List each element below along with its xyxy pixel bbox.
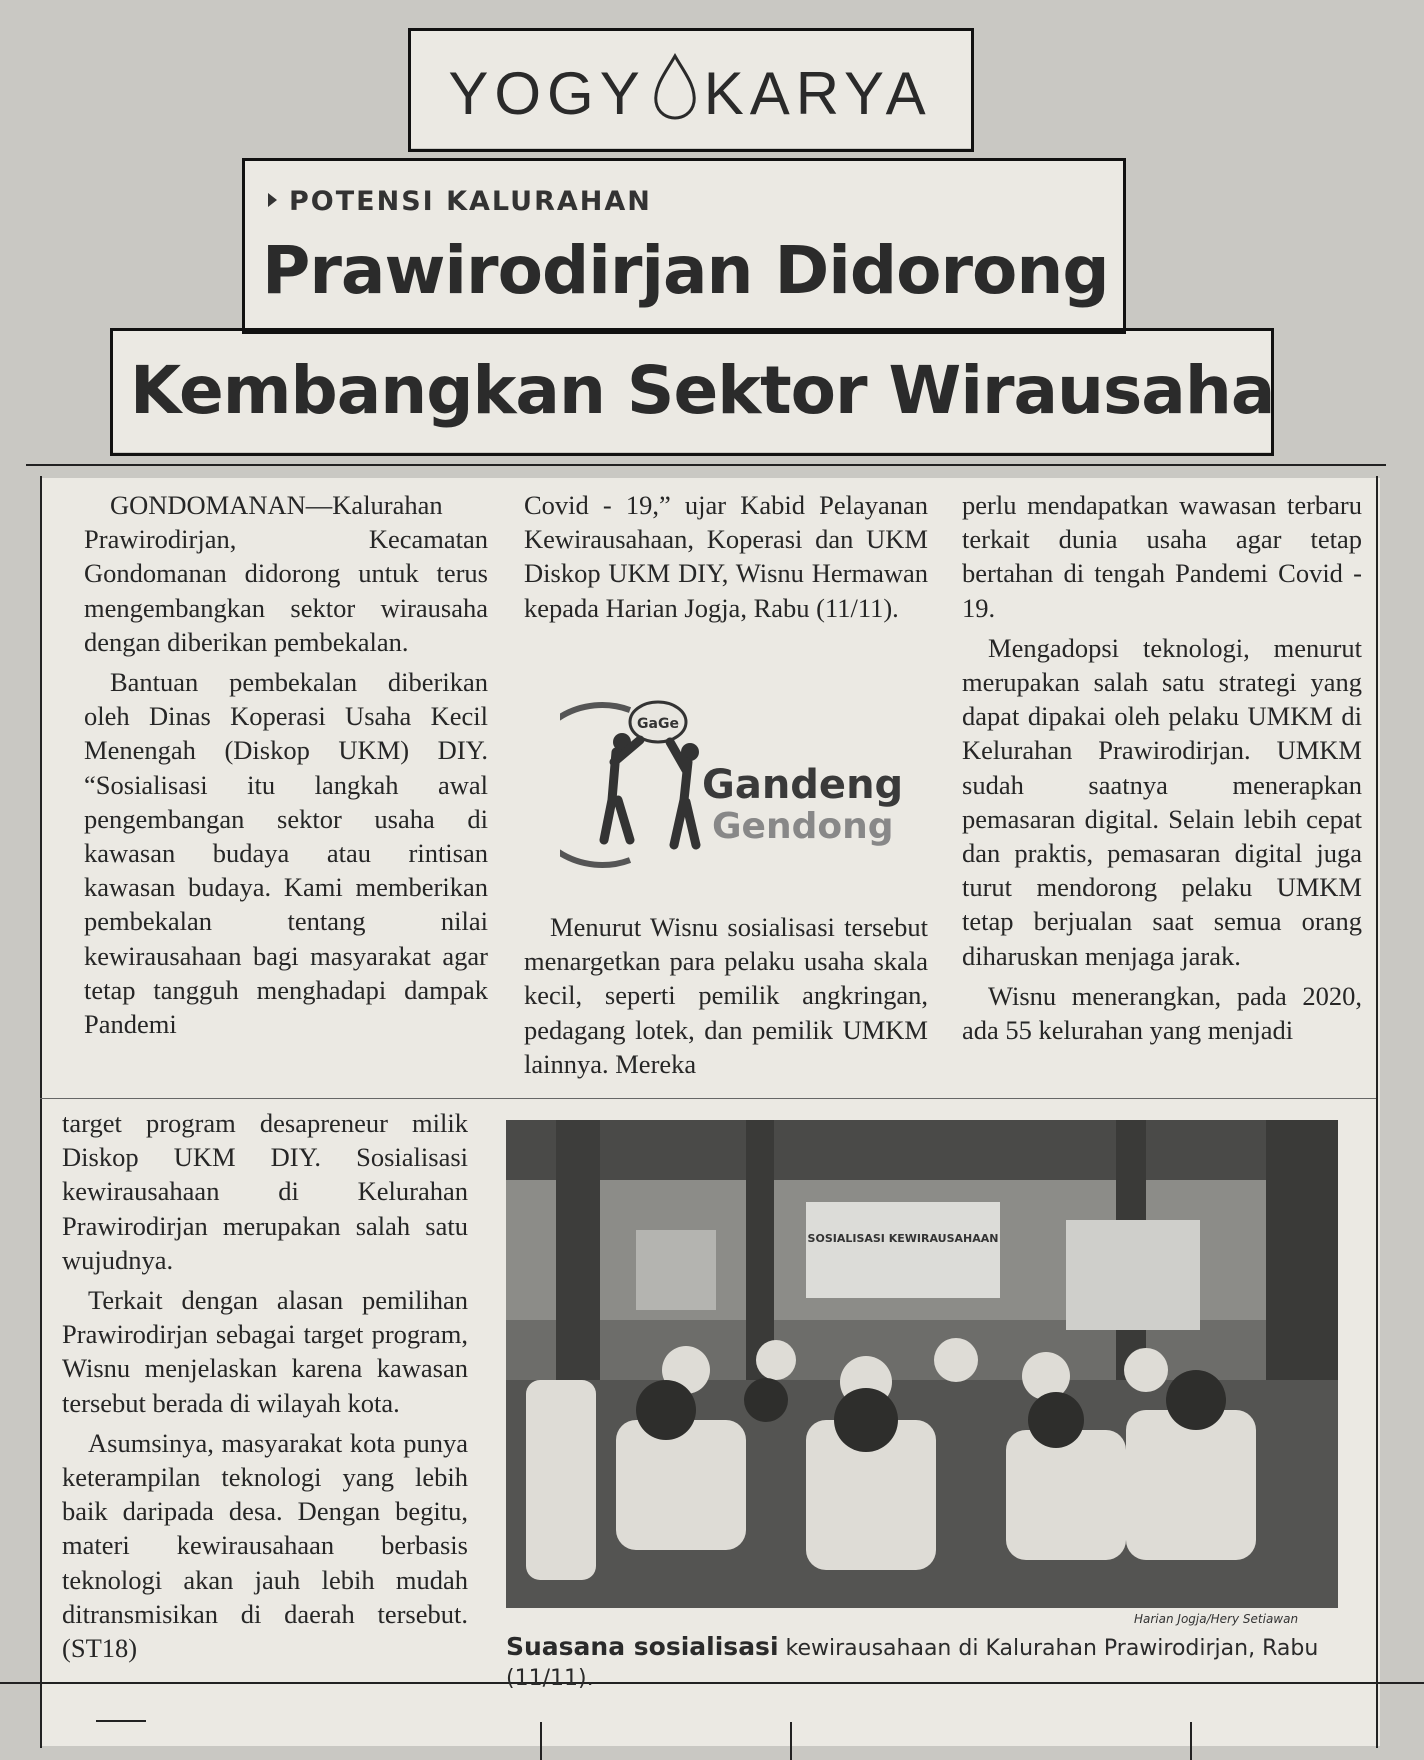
paragraph: target program desapreneur milik Diskop UKM DIY. Sosialisasi kewirausahaan di Kelurahan Prawirodirjan merupakan salah satu wujudnya. (62, 1108, 468, 1275)
bottom-fragment-rule (790, 1722, 792, 1760)
body-left-rule (40, 476, 42, 1748)
logo-word-gendong: Gendong (712, 806, 894, 847)
kicker-text: POTENSI KALURAHAN (289, 186, 652, 217)
headline-line-1: Prawirodirjan Didorong (262, 232, 1109, 309)
caption-bold: Suasana sosialisasi (506, 1632, 779, 1661)
logo-word-gandeng: Gandeng (702, 762, 904, 808)
logo-badge: GaGe (637, 716, 679, 732)
article-column-2a (524, 488, 928, 625)
paragraph: Covid - 19,” ujar Kabid Pelayanan Kewirausahaan, Koperasi dan UKM Diskop UKM DIY, Wisnu Hermawan kepada Harian Jogja, Rabu (11/11). (524, 490, 928, 623)
article-column-4 (62, 1106, 468, 1665)
paragraph: Bantuan pembekalan diberikan oleh Dinas Koperasi Usaha Kecil Menengah (Diskop UKM) DIY. “Sosialisasi itu langkah awal pengembangan sektor usaha di kawasan budaya atau rintisan kawasan budaya. Kami memberikan pembekalan tentang nilai kewirausahaan bagi masyarakat agar tetap tangguh menghadapi dampak Pandemi (84, 667, 488, 1040)
article-column-3 (962, 488, 1362, 1047)
bottom-fragment-rule (1190, 1722, 1192, 1760)
masthead-logo (430, 52, 950, 132)
paragraph: Terkait dengan alasan pemilihan Prawirodirjan sebagai target program, Wisnu menjelaskan karena kawasan tersebut berada di wilayah kota. (62, 1285, 468, 1418)
article-column-2b (524, 910, 928, 1081)
paragraph: perlu mendapatkan wawasan terbaru terkait dunia usaha agar tetap bertahan di tengah Pandemi Covid - 19. (962, 490, 1362, 623)
paragraph: Asumsinya, masyarakat kota punya keterampilan teknologi yang lebih baik daripada desa. Dengan begitu, materi kewirausahaan berbasis teknologi akan jauh lebih mudah ditransmisikan di daerah tersebut. (ST18) (62, 1427, 468, 1664)
paragraph: Wisnu menerangkan, pada 2020, ada 55 kelurahan yang menjadi (962, 980, 1362, 1046)
photo-credit: Harian Jogja/Hery Setiawan (1134, 1612, 1299, 1626)
body-top-rule (26, 464, 1386, 466)
paragraph: Menurut Wisnu sosialisasi tersebut menargetkan para pelaku usaha skala kecil, seperti pemilik angkringan, pedagang lotek, dan pemilik UMKM lainnya. Mereka (524, 912, 928, 1079)
triangle-icon (268, 193, 277, 207)
masthead-flame-icon (648, 52, 702, 122)
masthead-right: KARYA (703, 60, 932, 127)
event-photo (506, 1120, 1338, 1608)
headline-line-2: Kembangkan Sektor Wirausaha (130, 352, 1275, 429)
photo-caption (506, 1632, 1338, 1694)
paragraph: GONDOMANAN—Kalurahan Prawirodirjan, Kecamatan Gondomanan didorong untuk terus mengembangkan sektor wirausaha dengan diberikan pembekalan. (84, 490, 488, 657)
banner-text: SOSIALISASI KEWIRAUSAHAAN (807, 1232, 999, 1245)
bottom-fragment-line (96, 1720, 146, 1722)
section-divider (40, 1098, 1376, 1099)
photo-illustration (506, 1120, 1338, 1608)
body-right-rule (1376, 476, 1378, 1748)
article-column-1 (84, 488, 488, 1041)
bottom-fragment-rule (540, 1722, 542, 1760)
caption-rest: kewirausahaan di Kalurahan Prawirodirjan, Rabu (11/11). (506, 1636, 1319, 1691)
paragraph: Mengadopsi teknologi, menurut merupakan salah satu strategi yang dapat dipakai oleh pelaku UMKM di Kelurahan Prawirodirjan. UMKM sudah saatnya menerapkan pemasaran digital. Selain lebih cepat dan praktis, pemasaran digital juga turut mendorong pelaku UMKM tetap berjualan saat semua orang diharuskan menjaga jarak. (962, 632, 1362, 971)
masthead-left: YOGY (448, 60, 646, 127)
section-kicker (268, 186, 652, 217)
